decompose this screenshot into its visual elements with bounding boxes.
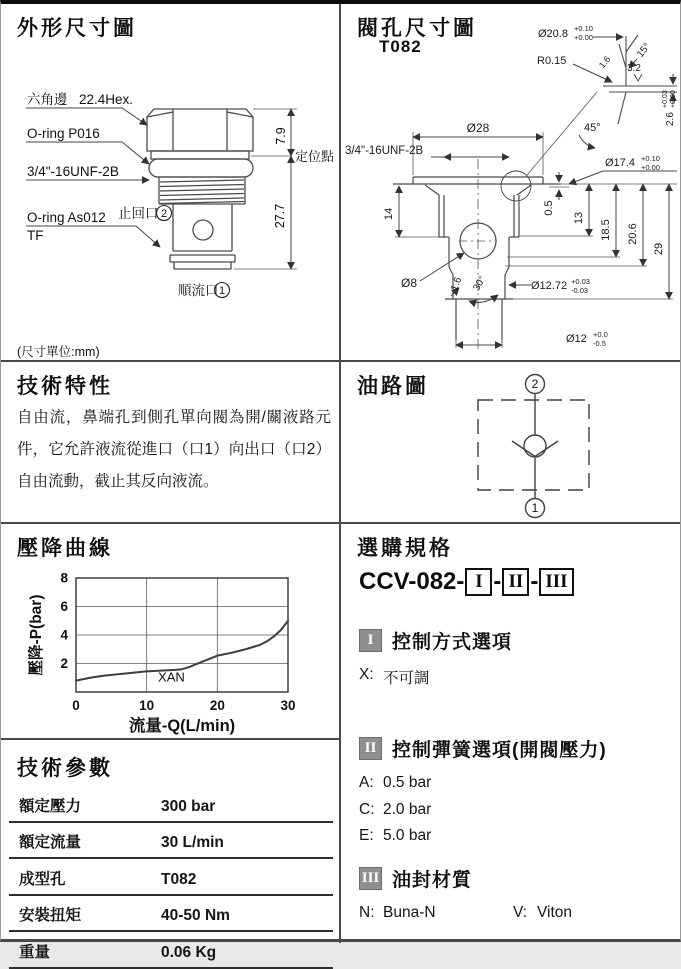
dim-d1272: Ø12.72 — [531, 280, 568, 292]
option-item — [359, 666, 512, 688]
dim-d174: Ø17.4 — [605, 157, 635, 169]
option-label: 0.5 bar — [383, 774, 432, 791]
ordering-section-spring — [359, 735, 607, 854]
option-code: C: — [359, 800, 375, 818]
technical-features-panel — [1, 362, 339, 522]
section-header — [359, 865, 572, 892]
option-code: V: — [513, 904, 528, 921]
dim-r015: R0.15 — [537, 55, 567, 67]
y-tick-label: 4 — [60, 627, 68, 643]
x-tick-label: 30 — [280, 698, 296, 713]
x-axis-label: 流量-Q(L/min) — [128, 717, 236, 735]
check-valve-symbol — [341, 362, 680, 520]
cavity-dimension-panel — [341, 4, 680, 360]
ordering-title: 選購規格 — [357, 537, 453, 560]
section-heading: 油封材質 — [392, 870, 473, 891]
section-header — [359, 735, 607, 762]
features-title: 技術特性 — [17, 375, 113, 398]
datum-label: 定位點 — [295, 149, 335, 164]
oring-bottom-label2: TF — [27, 228, 44, 243]
y-tick-label: 2 — [60, 656, 68, 671]
option-label: 5.0 bar — [383, 827, 432, 844]
option-label: 不可調 — [383, 670, 430, 687]
section-numeral: I — [359, 629, 382, 652]
model-sep: - — [530, 568, 539, 595]
ordering-panel — [341, 524, 680, 943]
section-numeral: II — [359, 737, 382, 760]
dim-d174-tol-bot: +0.00 — [641, 163, 660, 172]
model-code — [359, 568, 575, 596]
check-ball — [524, 435, 546, 457]
table-row — [9, 932, 333, 969]
section-options — [359, 904, 572, 931]
valve-body-shape — [147, 109, 253, 269]
dim-3-2: 3.2 — [627, 63, 641, 74]
section-options — [359, 666, 512, 688]
model-code-box-2: II — [502, 568, 529, 596]
option-item — [513, 904, 572, 922]
hex-label: 六角邊 — [27, 92, 68, 107]
option-code: E: — [359, 827, 374, 844]
cavity-code: T082 — [379, 37, 422, 56]
oring-bottom-label: O-ring As012 — [27, 210, 106, 225]
dim-14: 14 — [383, 207, 395, 221]
param-value: 40-50 Nm — [161, 907, 230, 924]
outline-dimension-panel — [1, 4, 339, 360]
table-row — [9, 786, 333, 823]
check-port-label: 止回口 — [118, 206, 159, 221]
dim-1-6-top: 1.6 — [596, 54, 613, 71]
port-1-number: 1 — [531, 501, 539, 515]
unit-note: (尺寸單位:mm) — [17, 345, 100, 359]
valve-outline-drawing — [1, 4, 339, 358]
port-2-number: 2 — [531, 377, 539, 391]
dim-d1272-tol-top: +0.03 — [571, 277, 590, 286]
dim-15deg: 15° — [635, 41, 654, 60]
ordering-section-control — [359, 627, 512, 697]
option-item — [359, 774, 607, 792]
option-code: X: — [359, 666, 374, 683]
dim-2-6-tol-top: +0.03 — [662, 90, 669, 108]
params-title: 技術參數 — [17, 757, 113, 780]
hex-value: 22.4Hex. — [79, 92, 134, 107]
dim-1-6-bottom: 1.6 — [449, 275, 465, 293]
outline-panel-title: 外形尺寸圖 — [17, 17, 137, 40]
dim-thread: 3/4"-16UNF-2B — [345, 145, 424, 157]
cavity-drawing — [341, 4, 679, 358]
dim-d208: Ø20.8 — [538, 28, 568, 40]
option-label: Buna-N — [383, 904, 436, 921]
params-table — [9, 786, 333, 969]
flow-port-label: 順流口 — [178, 283, 219, 298]
dim-20-6: 20.6 — [627, 223, 639, 245]
option-item — [359, 904, 513, 922]
cavity-detail-dims — [573, 37, 673, 104]
x-tick-label: 0 — [72, 698, 80, 713]
section-header — [359, 627, 512, 654]
outline-labels — [17, 91, 334, 359]
symbol-boundary-box — [478, 400, 589, 490]
circuit-title: 油路圖 — [357, 375, 429, 398]
param-value: 30 L/min — [161, 834, 224, 851]
cavity-thin-lines — [395, 92, 677, 352]
option-code: A: — [359, 774, 374, 791]
model-code-box-1: I — [465, 568, 492, 596]
check-port-number: 2 — [160, 208, 168, 220]
pressure-curve-chart — [1, 524, 339, 738]
table-row — [9, 896, 333, 933]
dim-d208-tol-bot: +0.00 — [574, 33, 593, 42]
pressure-curve-panel — [1, 524, 339, 740]
dim-18-5: 18.5 — [600, 219, 612, 241]
dim-d12: Ø12 — [566, 333, 587, 345]
y-tick-label: 8 — [60, 570, 68, 586]
model-sep: - — [493, 568, 502, 595]
dim-d174-tol-top: +0.10 — [641, 154, 660, 163]
option-item — [359, 801, 607, 819]
x-tick-label: 10 — [139, 698, 155, 713]
dim-d1272-tol-bot: -0.03 — [571, 286, 589, 295]
param-value: T082 — [161, 870, 197, 888]
x-tick-label: 20 — [209, 698, 225, 713]
oring-top-label: O-ring P016 — [27, 126, 100, 141]
flow-port-number: 1 — [218, 285, 226, 297]
check-seat — [512, 441, 558, 457]
dim-2-6-tol-bot: +0.00 — [670, 90, 677, 108]
hydraulic-circuit-panel — [341, 362, 680, 522]
y-tick-label: 6 — [60, 599, 68, 614]
curve-title: 壓降曲線 — [17, 537, 113, 560]
section-heading: 控制彈簧選項(開閥壓力) — [392, 740, 607, 761]
param-label: 額定壓力 — [19, 797, 82, 815]
series-label: XAN — [158, 669, 185, 685]
param-label: 額定流量 — [19, 834, 82, 851]
ordering-section-seal — [359, 865, 572, 931]
dim-d12-tol-bot: -0.5 — [593, 339, 606, 348]
dim-d28: Ø28 — [466, 121, 490, 135]
dim-45deg: 45° — [584, 122, 601, 134]
section-numeral: III — [359, 867, 382, 890]
table-row — [9, 859, 333, 896]
dim-d8: Ø8 — [401, 276, 418, 290]
table-row — [9, 823, 333, 860]
param-label: 重量 — [19, 943, 51, 961]
param-value: 300 bar — [161, 797, 216, 815]
dim-d12-tol-top: +0.0 — [593, 330, 608, 339]
dim-2-6-group — [662, 90, 677, 126]
dim-30deg: 30° — [471, 274, 489, 294]
param-value: 0.06 Kg — [161, 943, 217, 961]
dim-2-6: 2.6 — [665, 112, 676, 126]
cavity-profile — [393, 177, 561, 340]
option-code: N: — [359, 904, 375, 921]
dim-0-5: 0.5 — [543, 200, 555, 216]
section-options — [359, 774, 607, 845]
param-label: 成型孔 — [19, 870, 66, 888]
technical-parameters-panel — [1, 740, 339, 961]
cavity-panel-title: 閥孔尺寸圖 — [357, 17, 477, 40]
model-prefix: CCV-082 — [359, 568, 457, 595]
y-axis-label: 壓降-P(bar) — [28, 594, 45, 676]
option-item — [359, 827, 607, 845]
dim-7-9: 7.9 — [274, 127, 288, 145]
thread-label: 3/4"-16UNF-2B — [27, 164, 119, 179]
features-body: 自由流，鼻端孔到側孔單向閥為開/關液路元件，它允許液流從進口（口1）向出口（口2）自由流動，截止其反向液流。 — [17, 409, 331, 490]
dim-29: 29 — [653, 242, 665, 256]
model-code-box-3: III — [539, 568, 573, 596]
model-sep: - — [456, 568, 465, 595]
dim-27-7: 27.7 — [273, 203, 287, 229]
dim-13: 13 — [573, 211, 585, 225]
param-label: 安裝扭矩 — [19, 907, 82, 924]
option-label: 2.0 bar — [383, 800, 432, 818]
option-label: Viton — [537, 904, 573, 921]
dim-d208-tol-top: +0.10 — [574, 24, 593, 33]
section-heading: 控制方式選項 — [392, 632, 513, 653]
